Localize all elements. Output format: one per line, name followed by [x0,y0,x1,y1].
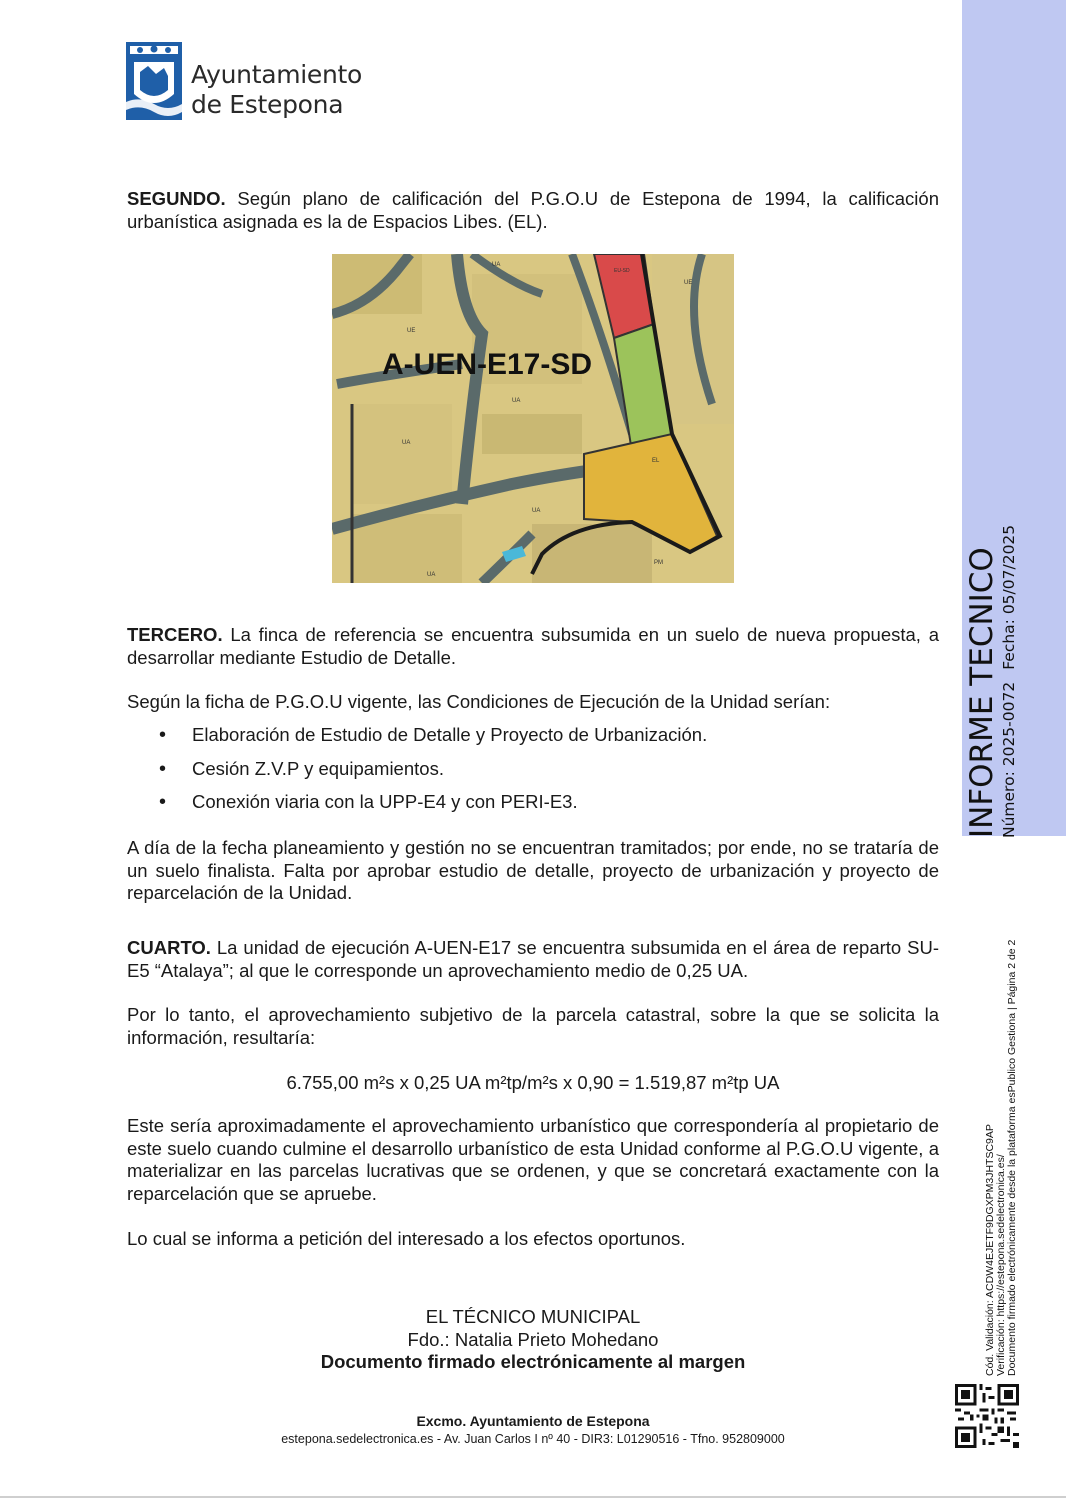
map-zone-label: UE [684,280,693,286]
page-bottom-edge [0,1496,1066,1498]
calificacion-map [332,254,734,583]
map-zone-label: EU-SD [614,268,630,274]
segundo-text: Según plano de calificación del P.G.O.U de Estepona de 1994, la calificación urbanística asignada es la de Espacios Libes. (EL). [127,188,939,232]
list-item: • Elaboración de Estudio de Detalle y Proyecto de Urbanización. [127,724,927,758]
este-seria-paragraph: Este sería aproximadamente el aprovechamiento urbanístico que correspondería al propietario de este suelo cuando culmine el desarrollo urbanístico de esta Unidad conforme al P.G.O.U vigente, a materializar en las parcelas lucrativas que se ordenen, y que se concretará exactamente con la reparcelación que se apruebe. [127,1115,939,1204]
list-item: • Cesión Z.V.P y equipamientos. [127,758,927,792]
logo-line-1: Ayuntamiento [191,60,363,89]
segundo-paragraph [127,188,939,233]
segundo-heading: SEGUNDO. [127,188,226,209]
map-zone-label: UA [512,398,521,404]
footer-org: Excmo. Ayuntamiento de Estepona [416,1413,650,1429]
map-zone-label: UA [427,572,436,578]
signature-block [127,1306,939,1374]
side-signed-note: Documento firmado electrónicamente desde la plataforma esPublico Gestiona | Página 2 de 2 [1006,939,1018,1376]
footer-contact: estepona.sedelectronica.es - Av. Juan Carlos I nº 40 - DIR3: L01290516 - Tfno. 952809000 [281,1432,785,1446]
fecha-paragraph: A día de la fecha planeamiento y gestión no se encuentran tramitados; por ende, no se trataría de un suelo finalista. Falta por aprobar estudio de detalle, proyecto de urbanización y proyecto de reparcelación de la Unidad. [127,837,939,903]
signature-name: Fdo.: Natalia Prieto Mohedano [407,1328,659,1350]
side-numero: Número: 2025-0072 [1000,681,1018,838]
ficha-intro: Según la ficha de P.G.O.U vigente, las Condiciones de Ejecución de la Unidad serían: [127,691,831,712]
map-zone-label: UA [532,508,541,514]
map-zone-label: UE [407,328,416,334]
tercero-heading: TERCERO. [127,624,223,645]
qr-code-icon [955,1384,1019,1448]
map-zone-label: PM [654,560,663,566]
ayuntamiento-logo [126,42,366,122]
side-verification-url: Verificación: https://estepona.sedelectronica.es/ [995,1154,1007,1376]
signature-note: Documento firmado electrónicamente al margen [320,1351,746,1372]
por-lo-tanto-paragraph: Por lo tanto, el aprovechamiento subjetivo de la parcela catastral, sobre la que se solicita la información, resultaría: [127,1004,939,1048]
page-footer [127,1412,939,1448]
conditions-list [127,724,927,825]
tercero-text: La finca de referencia se encuentra subsumida en un suelo de nueva propuesta, a desarrollar mediante Estudio de Detalle. [127,624,939,668]
estepona-crest-icon [126,42,182,120]
closing-paragraph: Lo cual se informa a petición del interesado a los efectos oportunos. [127,1228,686,1249]
cuarto-paragraph [127,937,939,982]
cuarto-heading: CUARTO. [127,937,211,958]
aprovechamiento-formula: 6.755,00 m²s x 0,25 UA m²tp/m²s x 0,90 = 1.519,87 m²tp UA [286,1072,780,1093]
map-zone-label: UA [402,440,411,446]
list-item: • Conexión viaria con la UPP-E4 y con PERI-E3. [127,791,927,825]
map-unit-label: A-UEN-E17-SD [382,348,593,381]
side-document-title: INFORME TECNICO [964,547,1000,838]
cuarto-text: La unidad de ejecución A-UEN-E17 se encuentra subsumida en el área de reparto SU-E5 “Atalaya”; al que le corresponde un aprovechamiento medio de 0,25 UA. [127,937,939,981]
map-zone-label: UA [492,262,501,268]
side-number-date [999,513,1019,838]
signature-role: EL TÉCNICO MUNICIPAL [425,1306,641,1327]
side-fecha: Fecha: 05/07/2025 [1000,524,1018,670]
side-validation-code: Cód. Validación: ACDW4EJETF9DGXPM3JHTSC9AP [984,1124,996,1376]
logo-line-2: de Estepona [191,90,344,119]
tercero-paragraph [127,624,939,669]
map-zone-label: EL [652,458,660,464]
